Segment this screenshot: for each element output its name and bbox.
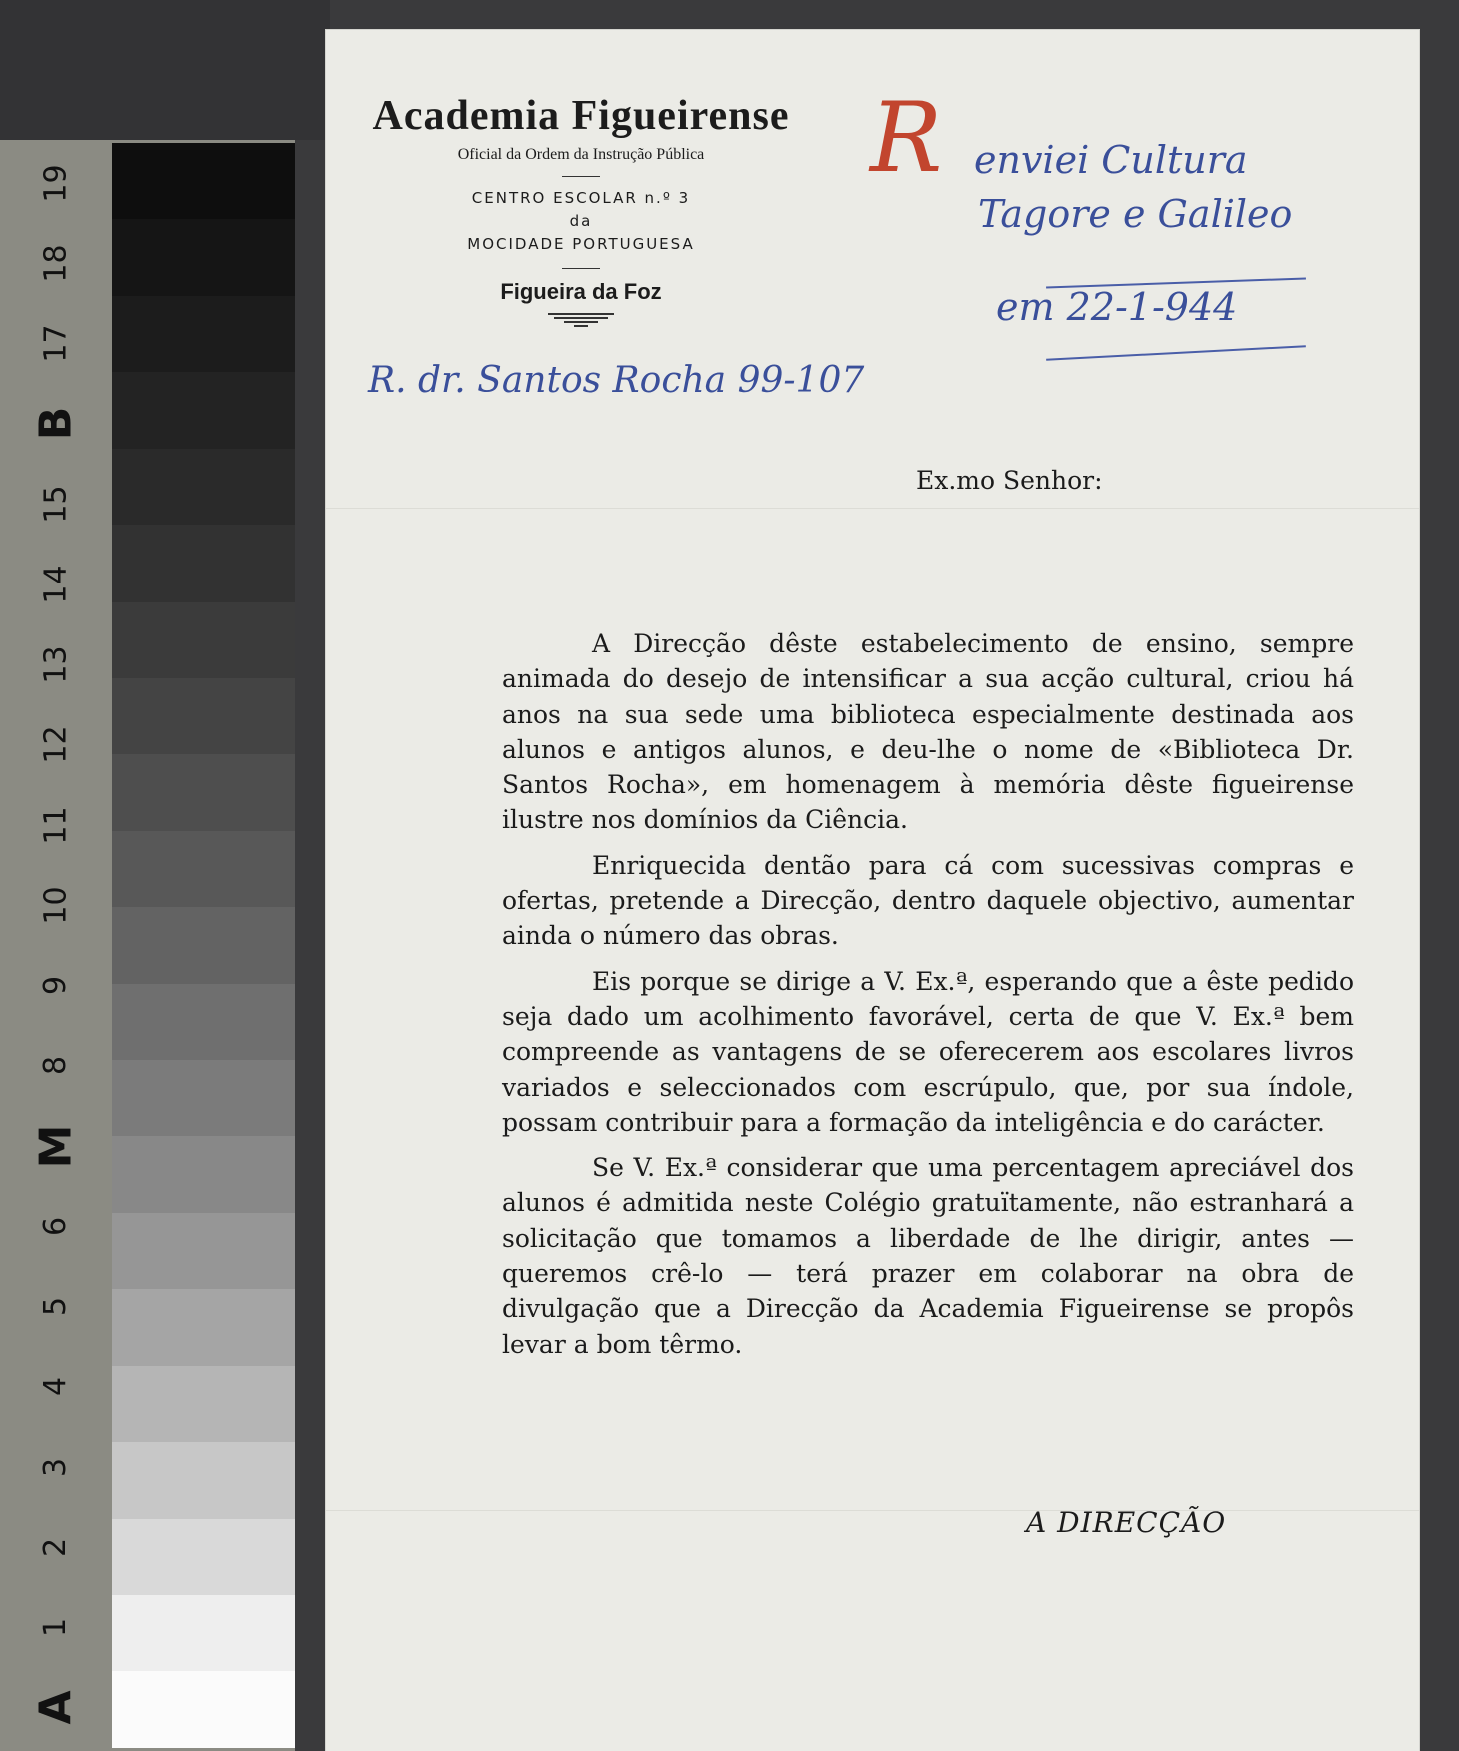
signature: A DIRECÇÃO: [1026, 1506, 1227, 1539]
handwritten-note-line-1: enviei Cultura: [974, 138, 1248, 182]
gray-patch: [112, 1442, 295, 1518]
body-paragraph: Se V. Ex.ª considerar que uma percentagem apreciável dos alunos é admitida neste Colégio gratuïtamente, não estranhará a solicitação que tomamos a liberdade de lhe dirigir, antes — queremos crê-lo — terá prazer em colaborar na obra de divulgação que a Direcção da Academia Figueirense se propôs levar a bom têrmo.: [502, 1153, 1354, 1359]
handwritten-address: R. dr. Santos Rocha 99-107: [368, 360, 865, 401]
background: [0, 0, 330, 140]
handwritten-date: em 22-1-944: [996, 285, 1238, 329]
body-paragraph: A Direcção dêste estabelecimento de ensino, sempre animada do desejo de intensificar a sua acção cultural, criou há anos na sua sede uma biblioteca especialmente destinada aos alunos e antigos alunos, e deu-lhe o nome de «Biblioteca Dr. Santos Rocha», em homenagem à memória dêste figueirense ilustre nos domínios da Ciência.: [502, 629, 1354, 835]
body-paragraph: Enriquecida dentão para cá com sucessivas compras e ofertas, pretende a Direcção, dentro daquele objectivo, aumentar ainda o número das obras.: [502, 850, 1354, 951]
gray-patch: [112, 525, 295, 601]
scale-label: 2: [38, 1537, 74, 1557]
scale-label: 13: [38, 645, 74, 684]
scale-label: M: [30, 1124, 82, 1169]
scale-label: 19: [38, 164, 74, 203]
gray-patch: [112, 1366, 295, 1442]
gray-patch: [112, 1595, 295, 1671]
gray-patch: [112, 1289, 295, 1365]
gray-patch: [112, 1671, 295, 1747]
gray-patch: [112, 296, 295, 372]
gray-patch: [112, 143, 295, 219]
scale-label: 6: [38, 1216, 74, 1236]
letter-sheet: [326, 30, 1419, 1751]
scale-label: 3: [38, 1457, 74, 1477]
gray-patch: [112, 831, 295, 907]
gray-patch: [112, 1136, 295, 1212]
gray-patch: [112, 1060, 295, 1136]
scale-label: 15: [38, 485, 74, 524]
scale-label: 11: [38, 806, 74, 845]
gray-patch: [112, 219, 295, 295]
letterhead-line-2: da: [569, 212, 593, 230]
institution-subtitle: Oficial da Ordem da Instrução Pública: [457, 146, 705, 163]
scale-label: B: [30, 407, 82, 441]
scale-label: A: [30, 1690, 82, 1725]
gray-scale-strip: [112, 143, 295, 1748]
divider: [562, 176, 600, 177]
body-paragraph: Eis porque se dirige a V. Ex.ª, esperando que a êste pedido seja dado um acolhimento favorável, certa de que V. Ex.ª bem compreende as vantagens de se oferecerem aos escolares livros variados e seleccionados com escrúpulo, que, por sua índole, possam contribuir para a formação da inteligência e do carácter.: [502, 966, 1354, 1137]
letter-body: [502, 626, 1354, 1372]
letterhead-line-3: MOCIDADE PORTUGUESA: [467, 235, 695, 253]
gray-patch: [112, 907, 295, 983]
handwritten-underline: [1046, 345, 1306, 361]
scale-label: 4: [38, 1377, 74, 1397]
scale-label: 18: [38, 244, 74, 283]
divider: [562, 268, 600, 269]
gray-patch: [112, 449, 295, 525]
scale-label: 5: [38, 1297, 74, 1317]
gray-patch: [112, 602, 295, 678]
color-calibration-target: [0, 140, 295, 1751]
scale-label: 9: [38, 976, 74, 996]
scale-label: 14: [38, 565, 74, 604]
scale-label: 12: [38, 725, 74, 764]
scale-label: 1: [38, 1618, 74, 1638]
fold-line: [326, 1510, 1419, 1511]
scale-label: 10: [38, 886, 74, 925]
gray-patch: [112, 1519, 295, 1595]
institution-name: Academia Figueirense: [372, 93, 790, 139]
scale-label: 17: [38, 324, 74, 363]
gray-patch: [112, 372, 295, 448]
scale-label: 8: [38, 1056, 74, 1076]
gray-patch: [112, 1213, 295, 1289]
salutation: Ex.mo Senhor:: [916, 466, 1103, 495]
handwritten-note-line-2: Tagore e Galileo: [978, 192, 1293, 236]
gray-patch: [112, 678, 295, 754]
fold-line: [326, 508, 1419, 509]
gray-patch: [112, 754, 295, 830]
ornament-icon: [546, 311, 616, 329]
handwritten-mark: R: [870, 82, 943, 194]
letterhead: [356, 92, 806, 333]
letterhead-city: Figueira da Foz: [500, 279, 662, 304]
letterhead-line-1: CENTRO ESCOLAR n.º 3: [471, 189, 691, 207]
gray-patch: [112, 984, 295, 1060]
scale-labels: [0, 143, 112, 1748]
